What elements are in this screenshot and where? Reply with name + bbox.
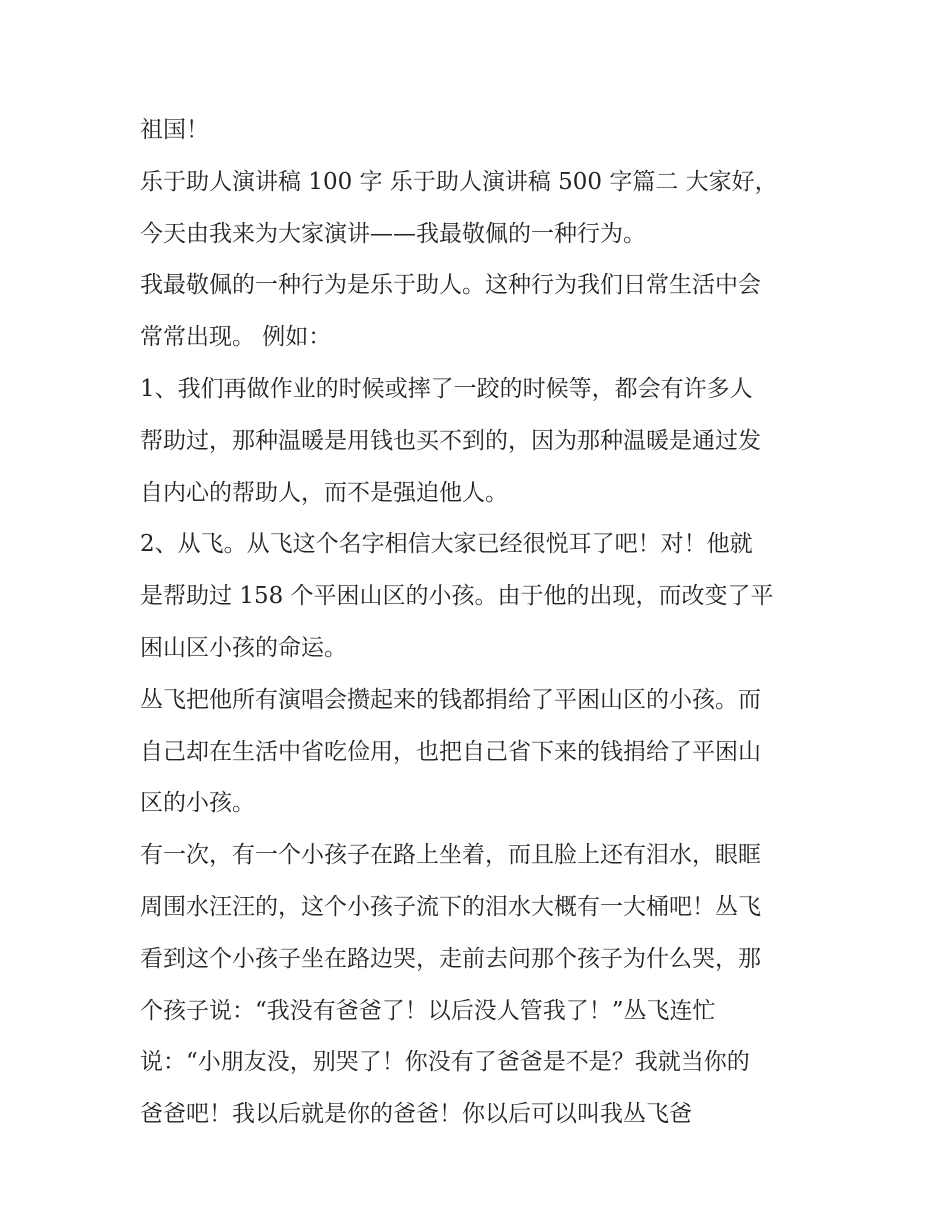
text-line: 说：“小朋友没，别哭了！你没有了爸爸是不是？我就当你的 <box>140 1049 750 1076</box>
text-line: 自内心的帮助人，而不是强迫他人。 <box>140 479 508 506</box>
text-line: 1、我们再做作业的时候或摔了一跤的时候等，都会有许多人 <box>140 375 753 402</box>
text-line: 常常出现。 例如： <box>140 324 332 351</box>
text-line: 2、从飞。从飞这个名字相信大家已经很悦耳了吧！对！他就 <box>140 531 753 558</box>
text-line: 祖国！ <box>140 117 209 143</box>
text-line: 我最敬佩的一种行为是乐于助人。这种行为我们日常生活中会 <box>140 272 761 299</box>
document-body <box>140 108 820 1144</box>
text-line: 爸爸吧！我以后就是你的爸爸！你以后可以叫我丛飞爸 <box>140 1101 692 1128</box>
text-line: 区的小孩。 <box>140 790 255 817</box>
text-line: 乐于助人演讲稿 100 字 乐于助人演讲稿 500 字篇二 大家好， <box>140 168 778 195</box>
text-line: 有一次，有一个小孩子在路上坐着，而且脸上还有泪水，眼眶 <box>140 842 761 869</box>
text-line: 周围水汪汪的，这个小孩子流下的泪水大概有一大桶吧！丛飞 <box>140 893 761 920</box>
text-line: 帮助过，那种温暖是用钱也买不到的，因为那种温暖是通过发 <box>140 427 761 454</box>
text-line: 丛飞把他所有演唱会攒起来的钱都捐给了平困山区的小孩。而 <box>140 686 761 713</box>
text-line: 看到这个小孩子坐在路边哭，走前去问那个孩子为什么哭，那 <box>140 945 761 972</box>
text-line: 是帮助过 158 个平困山区的小孩。由于他的出现，而改变了平 <box>140 583 774 610</box>
text-line: 今天由我来为大家演讲——我最敬佩的一种行为。 <box>140 220 646 247</box>
text-line: 困山区小孩的命运。 <box>140 634 347 661</box>
text-line: 个孩子说：“我没有爸爸了！以后没人管我了！”丛飞连忙 <box>140 997 716 1024</box>
text-line: 自己却在生活中省吃俭用，也把自己省下来的钱捐给了平困山 <box>140 738 761 765</box>
